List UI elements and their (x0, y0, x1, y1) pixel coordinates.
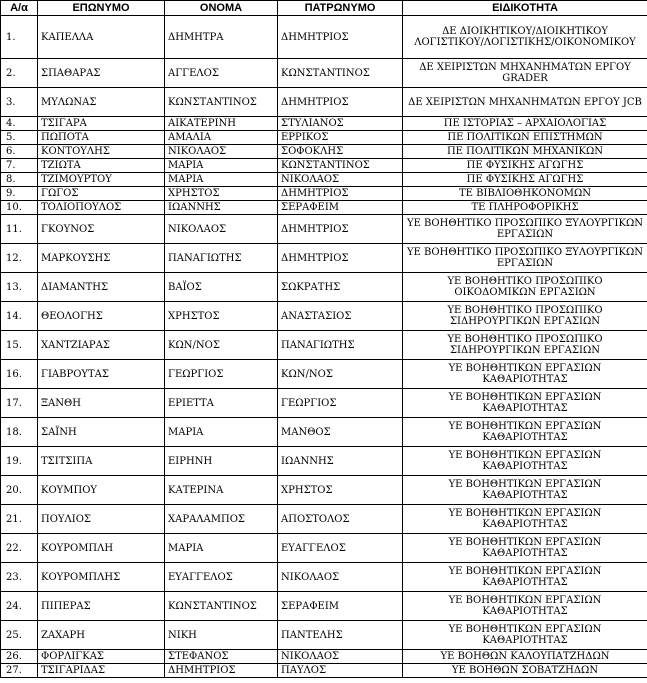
cell-specialty: ΥΕ ΒΟΗΘΗΤΙΚΩΝ ΕΡΓΑΣΙΩΝ ΚΑΘΑΡΙΟΤΗΤΑΣ (403, 476, 647, 505)
cell-index: 4. (1, 117, 38, 131)
cell-name: ΣΤΕΦΑΝΟΣ (165, 650, 278, 664)
cell-surname: ΜΑΡΚΟΥΣΗΣ (38, 244, 165, 273)
cell-name: ΜΑΡΙΑ (165, 534, 278, 563)
cell-surname: ΧΑΝΤΖΙΑΡΑΣ (38, 331, 165, 360)
cell-name: ΜΑΡΙΑ (165, 173, 278, 187)
table-row (1, 117, 647, 131)
cell-surname: ΚΑΠΕΛΛΑ (38, 16, 165, 59)
cell-index: 23. (1, 563, 38, 592)
cell-name: ΝΙΚΗ (165, 621, 278, 650)
cell-surname: ΖΑΧΑΡΗ (38, 621, 165, 650)
cell-father-name: ΠΑΥΛΟΣ (278, 664, 403, 678)
cell-index: 18. (1, 418, 38, 447)
cell-father-name: ΣΕΡΑΦΕΙΜ (278, 201, 403, 215)
cell-specialty: ΥΕ ΒΟΗΘΗΤΙΚΟ ΠΡΟΣΩΠΙΚΟ ΞΥΛΟΥΡΓΙΚΩΝ ΕΡΓΑΣΙΩΝ (403, 215, 647, 244)
table-row (1, 59, 647, 88)
cell-specialty: ΥΕ ΒΟΗΘΗΤΙΚΩΝ ΕΡΓΑΣΙΩΝ ΚΑΘΑΡΙΟΤΗΤΑΣ (403, 360, 647, 389)
cell-father-name: ΣΕΡΑΦΕΙΜ (278, 592, 403, 621)
table-row (1, 88, 647, 117)
cell-specialty: ΠΕ ΦΥΣΙΚΗΣ ΑΓΩΓΗΣ (403, 173, 647, 187)
header-surname: ΕΠΩΝΥΜΟ (38, 1, 165, 16)
header-father-name: ΠΑΤΡΩΝΥΜΟ (278, 1, 403, 16)
table-row (1, 187, 647, 201)
cell-specialty: ΥΕ ΒΟΗΘΗΤΙΚΟ ΠΡΟΣΩΠΙΚΟ ΣΙΔΗΡΟΥΡΓΙΚΩΝ ΕΡΓΑΣΙΩΝ (403, 331, 647, 360)
cell-index: 3. (1, 88, 38, 117)
cell-name: ΓΕΩΡΓΙΟΣ (165, 360, 278, 389)
cell-index: 25. (1, 621, 38, 650)
table-row (1, 664, 647, 678)
cell-index: 12. (1, 244, 38, 273)
cell-index: 1. (1, 16, 38, 59)
cell-father-name: ΕΡΡΙΚΟΣ (278, 131, 403, 145)
cell-specialty: ΔΕ ΧΕΙΡΙΣΤΩΝ ΜΗΧΑΝΗΜΑΤΩΝ ΕΡΓΟΥ GRADER (403, 59, 647, 88)
cell-surname: ΦΟΡΛΙΓΚΑΣ (38, 650, 165, 664)
cell-surname: ΠΟΥΛΙΟΣ (38, 505, 165, 534)
table-row (1, 244, 647, 273)
cell-specialty: ΔΕ ΔΙΟΙΚΗΤΙΚΟΥ/ΔΙΟΙΚΗΤΙΚΟΥ ΛΟΓΙΣΤΙΚΟΥ/ΛΟΓΙΣΤΙΚΗΣ/ΟΙΚΟΝΟΜΙΚΟΥ (403, 16, 647, 59)
cell-surname: ΓΩΓΟΣ (38, 187, 165, 201)
cell-father-name: ΚΩΝΣΤΑΝΤΙΝΟΣ (278, 59, 403, 88)
cell-name: ΝΙΚΟΛΑΟΣ (165, 215, 278, 244)
cell-name: ΒΑΪΟΣ (165, 273, 278, 302)
cell-specialty: ΔΕ ΧΕΙΡΙΣΤΩΝ ΜΗΧΑΝΗΜΑΤΩΝ ΕΡΓΟΥ JCB (403, 88, 647, 117)
cell-name: ΚΩΝΣΤΑΝΤΙΝΟΣ (165, 88, 278, 117)
cell-specialty: ΥΕ ΒΟΗΘΩΝ ΣΟΒΑΤΖΗΔΩΝ (403, 664, 647, 678)
cell-father-name: ΔΗΜΗΤΡΙΟΣ (278, 215, 403, 244)
cell-name: ΕΡΙΕΤΤΑ (165, 389, 278, 418)
table-header (1, 1, 647, 16)
cell-father-name: ΣΤΥΛΙΑΝΟΣ (278, 117, 403, 131)
cell-surname: ΣΑΪΝΗ (38, 418, 165, 447)
header-index: Α/α (1, 1, 38, 16)
cell-specialty: ΥΕ ΒΟΗΘΗΤΙΚΟ ΠΡΟΣΩΠΙΚΟ ΞΥΛΟΥΡΓΙΚΩΝ ΕΡΓΑΣΙΩΝ (403, 244, 647, 273)
cell-father-name: ΓΕΩΡΓΙΟΣ (278, 389, 403, 418)
table-row (1, 418, 647, 447)
cell-specialty: ΥΕ ΒΟΗΘΗΤΙΚΟ ΠΡΟΣΩΠΙΚΟ ΣΙΔΗΡΟΥΡΓΙΚΩΝ ΕΡΓΑΣΙΩΝ (403, 302, 647, 331)
table-row (1, 16, 647, 59)
cell-father-name: ΙΩΑΝΝΗΣ (278, 447, 403, 476)
cell-index: 2. (1, 59, 38, 88)
table-row (1, 131, 647, 145)
table-row (1, 476, 647, 505)
header-row (1, 1, 647, 16)
header-specialty: ΕΙΔΙΚΟΤΗΤΑ (403, 1, 647, 16)
cell-specialty: ΥΕ ΒΟΗΘΩΝ ΚΑΛΟΥΠΑΤΖΗΔΩΝ (403, 650, 647, 664)
table-row (1, 215, 647, 244)
cell-specialty: ΠΕ ΠΟΛΙΤΙΚΩΝ ΜΗΧΑΝΙΚΩΝ (403, 145, 647, 159)
cell-specialty: ΥΕ ΒΟΗΘΗΤΙΚΩΝ ΕΡΓΑΣΙΩΝ ΚΑΘΑΡΙΟΤΗΤΑΣ (403, 534, 647, 563)
table-row (1, 592, 647, 621)
cell-name: ΔΗΜΗΤΡΙΟΣ (165, 664, 278, 678)
cell-surname: ΚΟΥΡΟΜΠΛΗΣ (38, 563, 165, 592)
table-row (1, 389, 647, 418)
cell-name: ΜΑΡΙΑ (165, 159, 278, 173)
cell-surname: ΤΟΛΙΟΠΟΥΛΟΣ (38, 201, 165, 215)
table-row (1, 331, 647, 360)
cell-father-name: ΚΩΝΣΤΑΝΤΙΝΟΣ (278, 159, 403, 173)
cell-surname: ΤΖΙΜΟΥΡΤΟΥ (38, 173, 165, 187)
cell-name: ΜΑΡΙΑ (165, 418, 278, 447)
cell-specialty: ΥΕ ΒΟΗΘΗΤΙΚΩΝ ΕΡΓΑΣΙΩΝ ΚΑΘΑΡΙΟΤΗΤΑΣ (403, 592, 647, 621)
cell-name: ΧΡΗΣΤΟΣ (165, 187, 278, 201)
table-row (1, 302, 647, 331)
table-row (1, 447, 647, 476)
cell-father-name: ΠΑΝΤΕΛΗΣ (278, 621, 403, 650)
cell-name: ΑΓΓΕΛΟΣ (165, 59, 278, 88)
cell-specialty: ΠΕ ΙΣΤΟΡΙΑΣ – ΑΡΧΑΙΟΛΟΓΙΑΣ (403, 117, 647, 131)
cell-name: ΑΜΑΛΙΑ (165, 131, 278, 145)
header-name: ΟΝΟΜΑ (165, 1, 278, 16)
cell-specialty: ΥΕ ΒΟΗΘΗΤΙΚΩΝ ΕΡΓΑΣΙΩΝ ΚΑΘΑΡΙΟΤΗΤΑΣ (403, 563, 647, 592)
cell-surname: ΞΑΝΘΗ (38, 389, 165, 418)
cell-father-name: ΣΟΦΟΚΛΗΣ (278, 145, 403, 159)
cell-surname: ΜΥΛΩΝΑΣ (38, 88, 165, 117)
cell-father-name: ΝΙΚΟΛΑΟΣ (278, 650, 403, 664)
cell-father-name: ΜΑΝΘΟΣ (278, 418, 403, 447)
cell-name: ΚΩΝΣΤΑΝΤΙΝΟΣ (165, 592, 278, 621)
cell-index: 22. (1, 534, 38, 563)
table-row (1, 159, 647, 173)
table-row (1, 173, 647, 187)
table-row (1, 360, 647, 389)
cell-father-name: ΧΡΗΣΤΟΣ (278, 476, 403, 505)
table-row (1, 534, 647, 563)
table-row (1, 273, 647, 302)
cell-specialty: ΠΕ ΦΥΣΙΚΗΣ ΑΓΩΓΗΣ (403, 159, 647, 173)
cell-index: 7. (1, 159, 38, 173)
cell-father-name: ΔΗΜΗΤΡΙΟΣ (278, 88, 403, 117)
cell-father-name: ΚΩΝ/ΝΟΣ (278, 360, 403, 389)
cell-surname: ΠΩΠΟΤΑ (38, 131, 165, 145)
cell-father-name: ΑΝΑΣΤΑΣΙΟΣ (278, 302, 403, 331)
cell-name: ΠΑΝΑΓΙΩΤΗΣ (165, 244, 278, 273)
cell-index: 20. (1, 476, 38, 505)
cell-father-name: ΠΑΝΑΓΙΩΤΗΣ (278, 331, 403, 360)
table-row (1, 563, 647, 592)
cell-name: ΕΥΑΓΓΕΛΟΣ (165, 563, 278, 592)
cell-name: ΚΩΝ/ΝΟΣ (165, 331, 278, 360)
cell-specialty: ΥΕ ΒΟΗΘΗΤΙΚΩΝ ΕΡΓΑΣΙΩΝ ΚΑΘΑΡΙΟΤΗΤΑΣ (403, 389, 647, 418)
cell-father-name: ΑΠΟΣΤΟΛΟΣ (278, 505, 403, 534)
cell-specialty: ΥΕ ΒΟΗΘΗΤΙΚΩΝ ΕΡΓΑΣΙΩΝ ΚΑΘΑΡΙΟΤΗΤΑΣ (403, 418, 647, 447)
cell-index: 13. (1, 273, 38, 302)
cell-specialty: ΥΕ ΒΟΗΘΗΤΙΚΩΝ ΕΡΓΑΣΙΩΝ ΚΑΘΑΡΙΟΤΗΤΑΣ (403, 505, 647, 534)
cell-surname: ΘΕΟΛΟΓΗΣ (38, 302, 165, 331)
cell-surname: ΔΙΑΜΑΝΤΗΣ (38, 273, 165, 302)
cell-name: ΝΙΚΟΛΑΟΣ (165, 145, 278, 159)
cell-index: 16. (1, 360, 38, 389)
cell-father-name: ΔΗΜΗΤΡΙΟΣ (278, 16, 403, 59)
cell-father-name: ΣΩΚΡΑΤΗΣ (278, 273, 403, 302)
cell-index: 17. (1, 389, 38, 418)
cell-surname: ΓΚΟΥΝΟΣ (38, 215, 165, 244)
cell-name: ΙΩΑΝΝΗΣ (165, 201, 278, 215)
cell-name: ΔΗΜΗΤΡΑ (165, 16, 278, 59)
cell-surname: ΤΣΙΤΣΙΠΑ (38, 447, 165, 476)
table-row (1, 650, 647, 664)
table-row (1, 505, 647, 534)
cell-index: 10. (1, 201, 38, 215)
cell-specialty: ΤΕ ΒΙΒΛΙΟΘΗΚΟΝΟΜΩΝ (403, 187, 647, 201)
cell-index: 19. (1, 447, 38, 476)
cell-surname: ΣΠΑΘΑΡΑΣ (38, 59, 165, 88)
cell-name: ΑΙΚΑΤΕΡΙΝΗ (165, 117, 278, 131)
cell-father-name: ΝΙΚΟΛΑΟΣ (278, 173, 403, 187)
cell-name: ΚΑΤΕΡΙΝΑ (165, 476, 278, 505)
cell-father-name: ΕΥΑΓΓΕΛΟΣ (278, 534, 403, 563)
table-row (1, 621, 647, 650)
cell-index: 5. (1, 131, 38, 145)
cell-index: 26. (1, 650, 38, 664)
cell-surname: ΚΟΥΜΠΟΥ (38, 476, 165, 505)
cell-specialty: ΥΕ ΒΟΗΘΗΤΙΚΩΝ ΕΡΓΑΣΙΩΝ ΚΑΘΑΡΙΟΤΗΤΑΣ (403, 447, 647, 476)
cell-index: 24. (1, 592, 38, 621)
cell-father-name: ΔΗΜΗΤΡΙΟΣ (278, 187, 403, 201)
table-row (1, 201, 647, 215)
cell-surname: ΚΟΥΡΟΜΠΛΗ (38, 534, 165, 563)
cell-index: 15. (1, 331, 38, 360)
cell-name: ΧΡΗΣΤΟΣ (165, 302, 278, 331)
cell-specialty: ΠΕ ΠΟΛΙΤΙΚΩΝ ΕΠΙΣΤΗΜΩΝ (403, 131, 647, 145)
cell-surname: ΓΙΑΒΡΟΥΤΑΣ (38, 360, 165, 389)
cell-name: ΕΙΡΗΝΗ (165, 447, 278, 476)
cell-index: 9. (1, 187, 38, 201)
cell-index: 27. (1, 664, 38, 678)
table-row (1, 145, 647, 159)
cell-index: 6. (1, 145, 38, 159)
table-body (1, 16, 647, 678)
cell-surname: ΠΙΠΕΡΑΣ (38, 592, 165, 621)
cell-index: 21. (1, 505, 38, 534)
cell-index: 8. (1, 173, 38, 187)
cell-index: 14. (1, 302, 38, 331)
cell-father-name: ΔΗΜΗΤΡΙΟΣ (278, 244, 403, 273)
cell-specialty: ΥΕ ΒΟΗΘΗΤΙΚΩΝ ΕΡΓΑΣΙΩΝ ΚΑΘΑΡΙΟΤΗΤΑΣ (403, 621, 647, 650)
cell-surname: ΚΟΝΤΟΥΛΗΣ (38, 145, 165, 159)
cell-surname: ΤΣΙΓΑΡΑ (38, 117, 165, 131)
cell-specialty: ΥΕ ΒΟΗΘΗΤΙΚΟ ΠΡΟΣΩΠΙΚΟ ΟΙΚΟΔΟΜΙΚΩΝ ΕΡΓΑΣΙΩΝ (403, 273, 647, 302)
cell-specialty: ΤΕ ΠΛΗΡΟΦΟΡΙΚΗΣ (403, 201, 647, 215)
cell-index: 11. (1, 215, 38, 244)
cell-father-name: ΝΙΚΟΛΑΟΣ (278, 563, 403, 592)
cell-surname: ΤΖΙΩΤΑ (38, 159, 165, 173)
cell-surname: ΤΣΙΓΑΡΙΔΑΣ (38, 664, 165, 678)
cell-name: ΧΑΡΑΛΑΜΠΟΣ (165, 505, 278, 534)
